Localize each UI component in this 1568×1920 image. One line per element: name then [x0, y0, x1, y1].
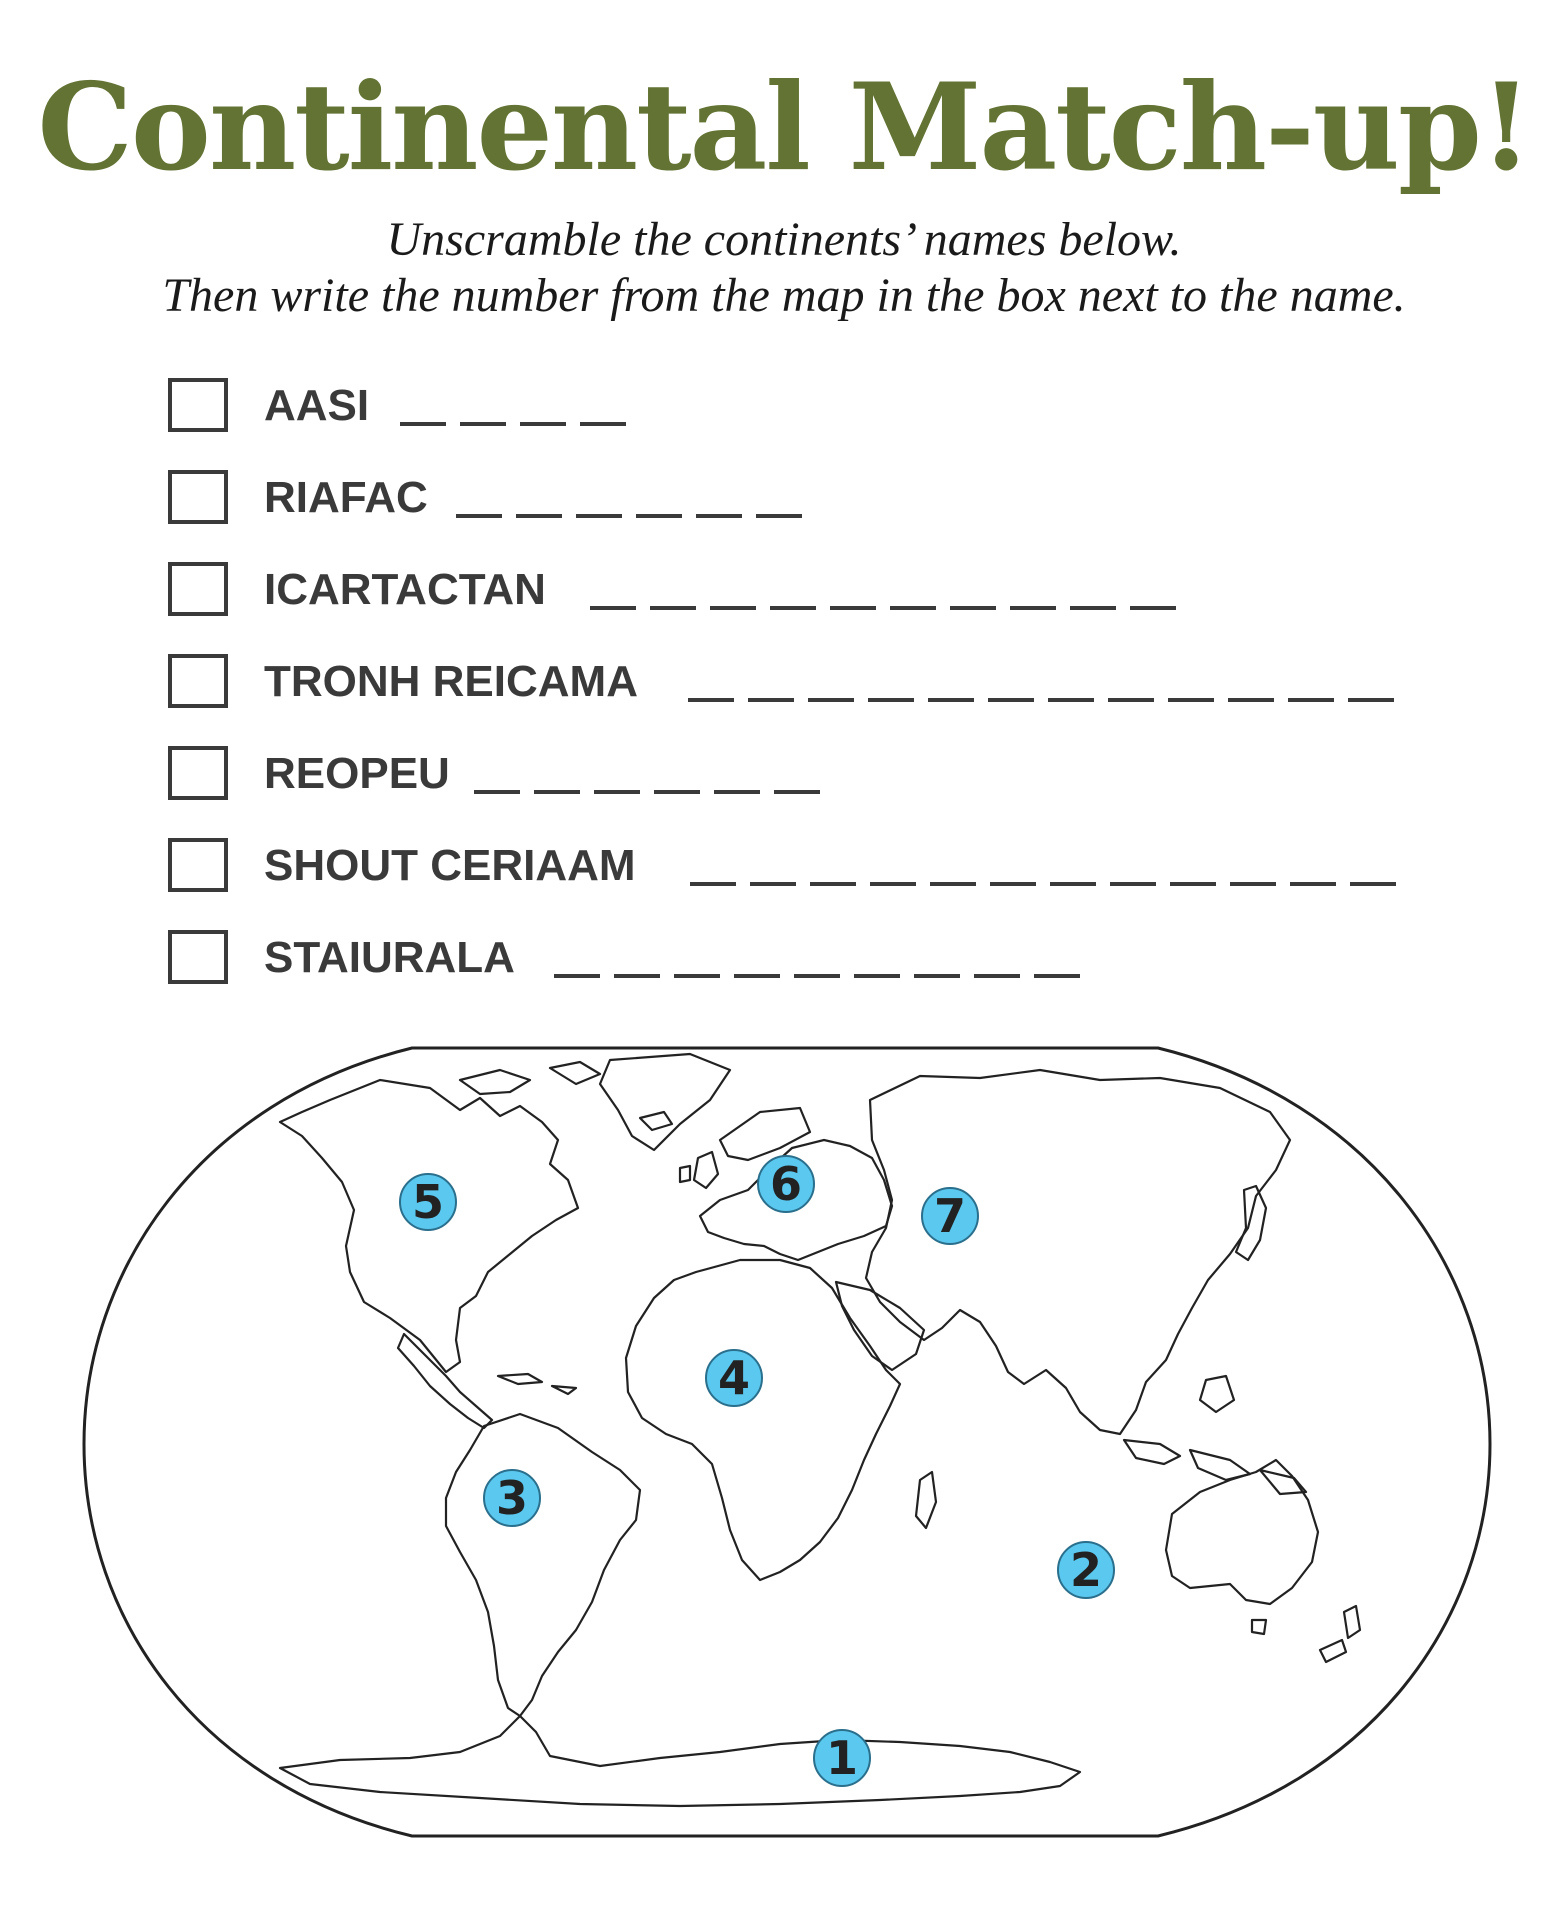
letter-blank[interactable] [1170, 882, 1216, 886]
letter-blank[interactable] [890, 606, 936, 610]
map-marker-south-america [484, 1470, 540, 1526]
letter-blank[interactable] [870, 882, 916, 886]
letter-blank[interactable] [808, 698, 854, 702]
letter-blank[interactable] [990, 882, 1036, 886]
world-map [80, 1040, 1492, 1840]
marker-number: 2 [1069, 1543, 1103, 1597]
letter-blank[interactable] [1168, 698, 1214, 702]
letter-blank[interactable] [1228, 698, 1274, 702]
letter-blank[interactable] [1290, 882, 1336, 886]
letter-blank[interactable] [460, 422, 506, 426]
scrambled-word: TRONH REICAMA [264, 657, 638, 706]
letter-blank[interactable] [1010, 606, 1056, 610]
letter-blank[interactable] [690, 882, 736, 886]
letter-blank[interactable] [1034, 974, 1080, 978]
letter-blank[interactable] [770, 606, 816, 610]
letter-blank[interactable] [930, 882, 976, 886]
iceland-shape [640, 1112, 672, 1130]
map-marker-north-america [400, 1174, 456, 1230]
letter-blank[interactable] [1350, 882, 1396, 886]
map-marker-australia [1058, 1542, 1114, 1598]
madagascar-shape [916, 1472, 936, 1528]
letter-blank[interactable] [1070, 606, 1116, 610]
letter-blank[interactable] [456, 514, 502, 518]
marker-number: 4 [717, 1351, 751, 1405]
letter-blank[interactable] [636, 514, 682, 518]
letter-blank[interactable] [650, 606, 696, 610]
instruction-line-2: Then write the number from the map in the box next to the name. [162, 269, 1406, 322]
japan-shape [1236, 1186, 1266, 1260]
letter-blank[interactable] [756, 514, 802, 518]
caribbean-shape [498, 1374, 576, 1394]
marker-number: 3 [495, 1471, 529, 1525]
letter-blank[interactable] [1230, 882, 1276, 886]
instruction-line-1: Unscramble the continents’ names below. [386, 213, 1182, 266]
greenland-shape [600, 1054, 730, 1150]
letter-blank[interactable] [590, 606, 636, 610]
letter-blank[interactable] [576, 514, 622, 518]
new-zealand-shape [1320, 1606, 1360, 1662]
letter-blank[interactable] [594, 790, 640, 794]
scrambled-word: SHOUT CERIAAM [264, 841, 636, 890]
antarctica-shape [280, 1716, 1080, 1806]
scrambled-word: AASI [264, 381, 370, 430]
letter-blank[interactable] [1110, 882, 1156, 886]
letter-blank[interactable] [914, 974, 960, 978]
tasmania-shape [1252, 1620, 1266, 1634]
letter-blank[interactable] [534, 790, 580, 794]
letter-blank[interactable] [868, 698, 914, 702]
letter-blank[interactable] [714, 790, 760, 794]
letter-blank[interactable] [854, 974, 900, 978]
answer-box[interactable] [168, 654, 228, 708]
answer-box[interactable] [168, 746, 228, 800]
world-map-svg [80, 1040, 1492, 1840]
letter-blank[interactable] [516, 514, 562, 518]
letter-blank[interactable] [734, 974, 780, 978]
letter-blank[interactable] [710, 606, 756, 610]
letter-blank[interactable] [1130, 606, 1176, 610]
marker-number: 5 [411, 1175, 445, 1229]
south-america-shape [446, 1414, 640, 1716]
letter-blank[interactable] [1288, 698, 1334, 702]
letter-blank[interactable] [950, 606, 996, 610]
map-markers [400, 1156, 1114, 1786]
marker-number: 1 [825, 1731, 859, 1785]
scrambled-word: STAIURALA [264, 933, 515, 982]
letter-blank[interactable] [928, 698, 974, 702]
letter-blank[interactable] [400, 422, 446, 426]
letter-blank[interactable] [614, 974, 660, 978]
letter-blank[interactable] [748, 698, 794, 702]
letter-blank[interactable] [580, 422, 626, 426]
map-marker-antarctica [814, 1730, 870, 1786]
map-marker-europe [758, 1156, 814, 1212]
letter-blank[interactable] [554, 974, 600, 978]
marker-number: 6 [769, 1157, 803, 1211]
letter-blank[interactable] [830, 606, 876, 610]
letter-blank[interactable] [810, 882, 856, 886]
letter-blank[interactable] [974, 974, 1020, 978]
answer-box[interactable] [168, 930, 228, 984]
africa-shape [626, 1260, 900, 1580]
page-title: Continental Match-up! [37, 57, 1531, 198]
letter-blank[interactable] [674, 974, 720, 978]
map-marker-asia [922, 1188, 978, 1244]
letter-blank[interactable] [474, 790, 520, 794]
letter-blank[interactable] [1050, 882, 1096, 886]
letter-blank[interactable] [520, 422, 566, 426]
scrambled-word: RIAFAC [264, 473, 428, 522]
map-marker-africa [706, 1350, 762, 1406]
letter-blank[interactable] [654, 790, 700, 794]
british-isles-shape [680, 1152, 718, 1188]
letter-blank[interactable] [988, 698, 1034, 702]
letter-blank[interactable] [774, 790, 820, 794]
answer-box[interactable] [168, 378, 228, 432]
letter-blank[interactable] [1348, 698, 1394, 702]
letter-blank[interactable] [688, 698, 734, 702]
arctic-islands-shape [460, 1062, 600, 1094]
scrambled-word: REOPEU [264, 749, 450, 798]
answer-box[interactable] [168, 838, 228, 892]
australia-shape [1166, 1460, 1318, 1604]
answer-box[interactable] [168, 562, 228, 616]
central-america-shape [398, 1334, 492, 1428]
letter-blank[interactable] [1048, 698, 1094, 702]
letter-blank[interactable] [794, 974, 840, 978]
scrambled-word: ICARTACTAN [264, 565, 546, 614]
letter-blank[interactable] [696, 514, 742, 518]
indonesia-shape [1124, 1376, 1306, 1494]
letter-blank[interactable] [750, 882, 796, 886]
letter-blank[interactable] [1108, 698, 1154, 702]
marker-number: 7 [933, 1189, 967, 1243]
arabia-shape [836, 1282, 924, 1370]
answer-box[interactable] [168, 470, 228, 524]
